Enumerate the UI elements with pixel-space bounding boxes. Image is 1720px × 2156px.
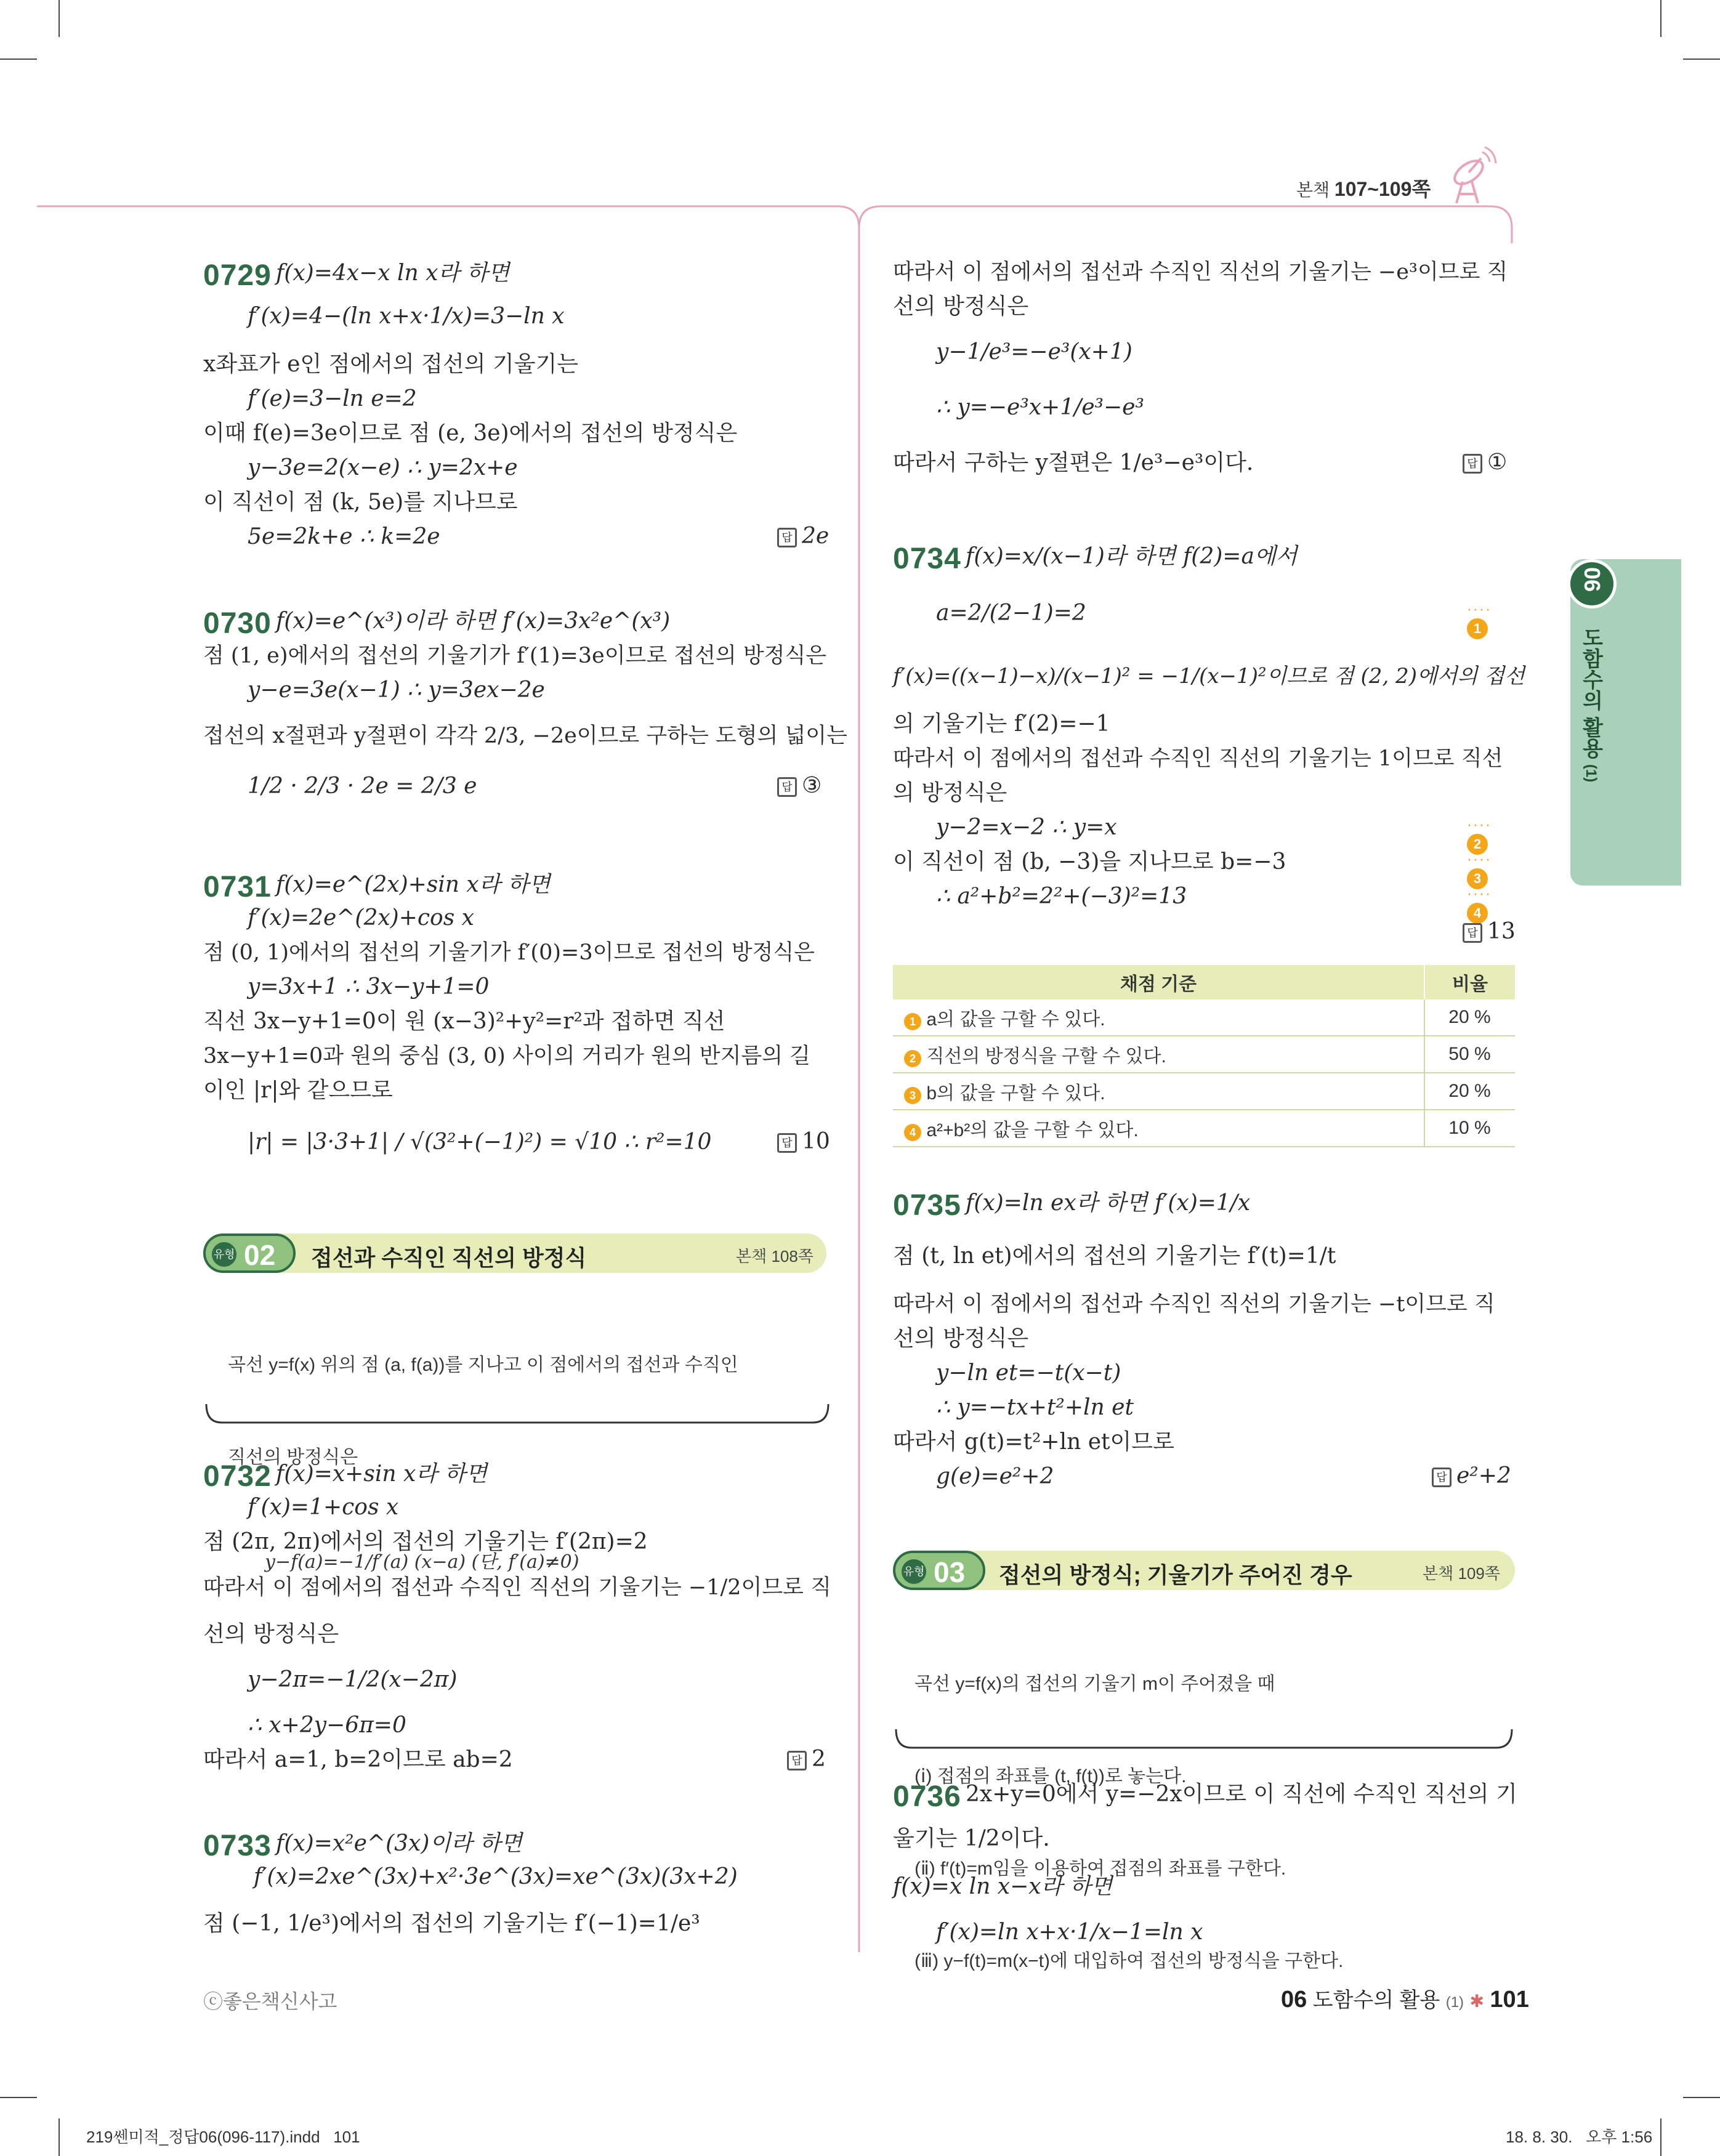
solution-line: y−2π=−1/2(x−2π) [248,1667,458,1692]
grading-criterion [893,1110,1424,1147]
step-dots: ···· [1467,601,1492,618]
solution-line: 이때 f(e)=3e이므로 점 (e, 3e)에서의 접선의 방정식은 [203,421,738,446]
grading-criterion [893,1036,1424,1073]
solution-line: y−3e=2(x−e) ∴ y=2x+e [248,455,518,480]
solution-line: f′(x)=2e^(2x)+cos x [248,905,474,931]
answer-icon: 답 [777,528,797,547]
solution-line: f(x)=4x−x ln x라 하면 [276,260,510,286]
answer [1463,919,1516,944]
solution-line: f(x)=x²e^(3x)이라 하면 [276,1831,522,1856]
grading-percent: 50 % [1424,1036,1515,1073]
solution-line: 2x+y=0에서 y=−2x이므로 이 직선에 수직인 직선의 기 [966,1782,1517,1807]
type-number: 02 [244,1239,276,1271]
solution-line: f(x)=x+sin x라 하면 [276,1461,488,1487]
answer-value: 2 [812,1746,826,1772]
grading-row [893,999,1515,1036]
answer-icon: 답 [1432,1468,1452,1487]
solution-line: y−e=3e(x−1) ∴ y=3ex−2e [248,677,545,703]
grading-table [893,965,1515,1147]
problem-number: 0735 [893,1189,961,1222]
chapter-side-tab [1570,559,1681,886]
page-reference-prefix: 본책 [1296,180,1330,200]
solution-line: 점 (0, 1)에서의 접선의 기울기가 f′(0)=3이므로 접선의 방정식은 [203,940,815,965]
answer [787,1746,826,1772]
note-line: 직선의 방정식은 [228,1447,358,1468]
grading-percent: 20 % [1424,999,1515,1036]
grading-criterion [893,1073,1424,1110]
criterion-text: 직선의 방정식을 구할 수 있다. [926,1046,1166,1067]
step-number: 1 [904,1013,921,1030]
solution-line: ∴ x+2y−6π=0 [248,1713,406,1738]
solution-line: g(e)=e²+2 [936,1464,1054,1489]
step-marker-4 [1467,886,1515,924]
solution-line: x좌표가 e인 점에서의 접선의 기울기는 [203,352,579,377]
grading-row [893,1110,1515,1147]
solution-line: f(x)=e^(x³)이라 하면 f′(x)=3x²e^(x³) [276,608,671,634]
grading-row [893,1073,1515,1110]
solution-line: 울기는 1/2이다. [893,1826,1050,1851]
solution-line: 점 (1, e)에서의 접선의 기울기가 f′(1)=3e이므로 접선의 방정식은 [203,644,827,668]
solution-line: 직선 3x−y+1=0이 원 (x−3)²+y²=r²과 접하면 직선 [203,1009,725,1034]
solution-line: ∴ a²+b²=2²+(−3)²=13 [936,884,1187,909]
type-03-page-ref: 본책 109쪽 [1423,1564,1500,1583]
type-02-note [228,1288,738,1609]
type-02-page-ref: 본책 108쪽 [736,1247,814,1266]
type-03-title: 접선의 방정식; 기울기가 주어진 경우 [999,1562,1352,1588]
type-02-title: 접선과 수직인 직선의 방정식 [311,1245,587,1270]
chapter-tab-title-text: 도함수의 활용 [1579,627,1602,759]
solution-line: 선의 방정식은 [893,294,1029,319]
note-line: y−f(a)=−1/f′(a) (x−a) (단, f′(a)≠0) [265,1551,579,1573]
step-number: 2 [904,1050,921,1067]
solution-line: f′(x)=1+cos x [248,1495,399,1520]
grading-criterion [893,999,1424,1036]
step-number: 3 [904,1087,921,1104]
step-dots: ···· [1467,851,1492,868]
problem-number: 0736 [893,1780,961,1813]
step-number: 4 [904,1124,921,1141]
solution-line: f(x)=ln ex라 하면 f′(x)=1/x [966,1190,1251,1216]
solution-line: 3x−y+1=0과 원의 중심 (3, 0) 사이의 거리가 원의 반지름의 길 [203,1044,810,1068]
chapter-tab-number: 06 [1580,567,1605,592]
solution-line: y−ln et=−t(x−t) [936,1360,1121,1386]
step-number: 1 [1467,618,1488,639]
solution-line: 점 (2π, 2π)에서의 접선의 기울기는 f′(2π)=2 [203,1529,648,1554]
note-line: (ⅲ) y−f(t)=m(x−t)에 대입하여 접선의 방정식을 구한다. [915,1951,1344,1971]
chapter-tab-part: (1) [1583,764,1599,783]
solution-line: 이 직선이 점 (k, 5e)를 지나므로 [203,490,518,515]
solution-line: 1/2 · 2/3 · 2e = 2/3 e [248,773,477,799]
solution-line: 따라서 이 점에서의 접선과 수직인 직선의 기울기는 1이므로 직선 [893,746,1503,771]
problem-number: 0734 [893,543,961,575]
answer-value: ① [1487,450,1508,475]
solution-line: 접선의 x절편과 y절편이 각각 2/3, −2e이므로 구하는 도형의 넓이는 [203,724,847,748]
answer-value: 13 [1487,919,1516,944]
chapter-part: (1) [1445,1994,1464,2011]
solution-line: 따라서 구하는 y절편은 1/e³−e³이다. [893,450,1254,475]
solution-line: 선의 방정식은 [893,1326,1029,1351]
solution-line: ∴ y=−e³x+1/e³−e³ [936,395,1144,420]
answer-icon: 답 [787,1751,807,1770]
grading-percent: 20 % [1424,1073,1515,1110]
solution-line: 따라서 이 점에서의 접선과 수직인 직선의 기울기는 −1/2이므로 직 [203,1575,831,1600]
answer-icon: 답 [777,1133,797,1153]
step-number: 4 [1467,903,1488,924]
page-footer [1281,1983,1529,2013]
answer-value: ③ [802,773,822,798]
problem-number: 0732 [203,1460,272,1493]
type-03-badge [893,1551,985,1590]
note-line: 곡선 y=f(x)의 접선의 기울기 m이 주어졌을 때 [915,1674,1275,1694]
crop-mark [59,2118,60,2156]
solution-line: a=2/(2−1)=2 [936,600,1086,626]
solution-line: f′(x)=ln x+x·1/x−1=ln x [936,1920,1203,1945]
type-02-box-bracket [203,1404,831,1429]
solution-line: f′(x)=2xe^(3x)+x²·3e^(3x)=xe^(3x)(3x+2) [254,1864,738,1889]
criterion-text: a²+b²의 값을 구할 수 있다. [926,1120,1139,1141]
grading-percent: 10 % [1424,1110,1515,1147]
solution-line: 점 (−1, 1/e³)에서의 접선의 기울기는 f′(−1)=1/e³ [203,1911,700,1936]
grading-header-row [893,965,1515,999]
note-line: 곡선 y=f(x) 위의 점 (a, f(a))를 지나고 이 점에서의 접선과 수직인 [228,1355,738,1375]
answer-icon: 답 [777,777,797,797]
step-number: 3 [1467,868,1488,889]
solution-line: f(x)=e^(2x)+sin x라 하면 [276,872,551,897]
answer-value: e²+2 [1456,1463,1511,1488]
solution-line: 따라서 a=1, b=2이므로 ab=2 [203,1747,513,1772]
step-marker-1 [1467,601,1515,639]
step-marker-3 [1467,851,1515,889]
criterion-text: b의 값을 구할 수 있다. [926,1083,1105,1104]
page-reference-pages: 107~109쪽 [1334,178,1431,200]
answer [777,523,829,549]
chapter-title: 도함수의 활용 [1312,1988,1440,2012]
note-line: (ⅰ) 접점의 좌표를 (t, f(t))로 놓는다. [915,1766,1187,1787]
step-dots: ···· [1467,817,1492,833]
solution-line: f(x)=x ln x−x라 하면 [893,1874,1113,1899]
step-marker-2 [1467,817,1515,855]
answer-icon: 답 [1463,454,1482,474]
solution-line: ∴ y=−tx+t²+ln et [936,1395,1134,1420]
chapter-tab-title [1581,627,1606,782]
footer-separator: ✱ [1469,1992,1484,2011]
crop-mark [1660,2118,1661,2156]
page-number: 101 [1490,1987,1529,2013]
solution-line: 이인 |r|와 같으므로 [203,1078,393,1103]
solution-line: 선의 방정식은 [203,1621,339,1647]
problem-number: 0731 [203,871,272,903]
solution-line: f′(x)=4−(ln x+x·1/x)=3−ln x [248,304,565,329]
crop-mark [0,2097,37,2098]
type-03-box-bracket [893,1729,1515,1754]
step-dots: ···· [1467,886,1492,902]
solution-line: 의 방정식은 [893,780,1007,805]
problem-number: 0730 [203,607,272,640]
type-02-badge [203,1233,296,1273]
solution-line: y−2=x−2 ∴ y=x [936,815,1117,840]
grading-row [893,1036,1515,1073]
answer-value: 10 [802,1129,830,1154]
grading-header-ratio: 비율 [1424,965,1515,999]
answer [777,773,822,798]
answer-value: 2e [802,523,830,549]
solution-line: 따라서 이 점에서의 접선과 수직인 직선의 기울기는 −e³이므로 직 [893,260,1508,285]
solution-line: |r| = |3·3+1| / √(3²+(−1)²) = √10 ∴ r²=10 [248,1129,712,1155]
solution-line: 따라서 이 점에서의 접선과 수직인 직선의 기울기는 −t이므로 직 [893,1292,1495,1317]
print-slug-file: 219쎈미적_정답06(096-117).indd 101 [86,2128,360,2146]
answer [1432,1463,1511,1488]
criterion-text: a의 값을 구할 수 있다. [926,1009,1105,1030]
grading-header-criteria: 채점 기준 [893,965,1424,999]
problem-number: 0733 [203,1830,272,1862]
problem-number: 0729 [203,259,272,292]
solution-line: f′(x)=((x−1)−x)/(x−1)² = −1/(x−1)²이므로 점 (2, 2)에서의 접선 [893,664,1525,688]
solution-line: 의 기울기는 f′(2)=−1 [893,711,1110,737]
solution-line: y=3x+1 ∴ 3x−y+1=0 [248,974,490,999]
solution-line: f′(e)=3−ln e=2 [248,386,417,411]
type-label: 유형 [212,1242,236,1267]
solution-line: 점 (t, ln et)에서의 접선의 기울기는 f′(t)=1/t [893,1243,1336,1269]
note-line: (ⅱ) f′(t)=m임을 이용하여 접점의 좌표를 구한다. [915,1859,1286,1879]
solution-line: 5e=2k+e ∴ k=2e [248,524,440,549]
step-number: 2 [1467,834,1488,855]
type-number: 03 [934,1556,966,1588]
solution-line: 이 직선이 점 (b, −3)을 지나므로 b=−3 [893,849,1286,874]
chapter-number: 06 [1281,1987,1307,2013]
solution-line: f(x)=x/(x−1)라 하면 f(2)=a에서 [966,544,1298,569]
crop-mark [1683,2097,1720,2098]
answer-icon: 답 [1463,923,1482,943]
publisher-credit: ⓒ좋은책신사고 [203,1990,337,2013]
type-label: 유형 [902,1559,926,1584]
answer [777,1129,830,1154]
solution-line: 따라서 g(t)=t²+ln et이므로 [893,1429,1174,1455]
print-slug-date: 18. 8. 30. 오후 1:56 [1506,2128,1653,2146]
solution-line: y−1/e³=−e³(x+1) [936,339,1133,365]
answer [1463,450,1507,475]
